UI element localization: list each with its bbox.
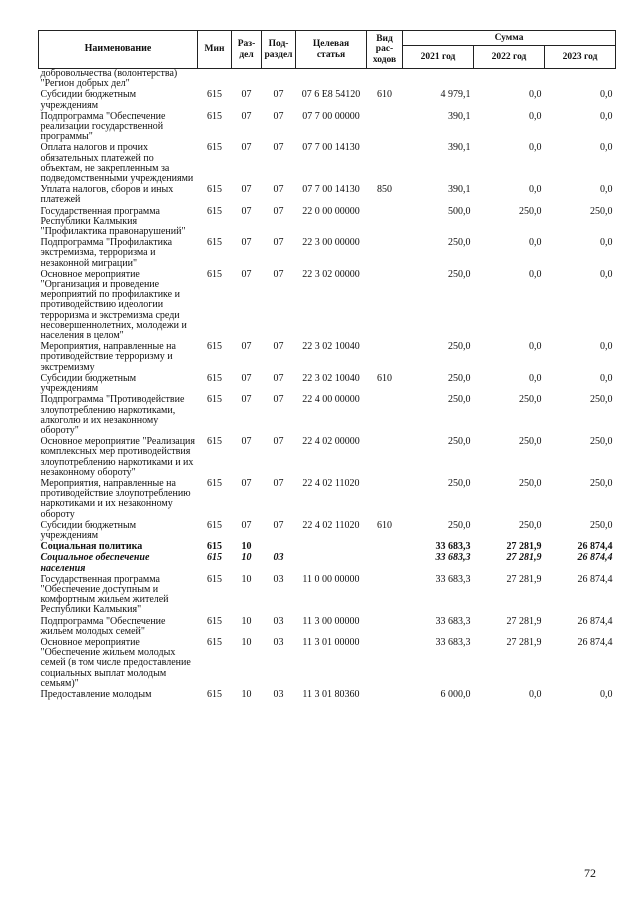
cell-vid-raskhodov	[367, 542, 403, 553]
cell-razdel: 10	[241, 688, 252, 700]
cell-sum-2023: 250,0	[590, 436, 613, 448]
cell-sum-2023: 0,0	[600, 372, 613, 384]
cell-celevaya-statya: 22 4 02 00000	[302, 436, 360, 448]
header-name: Наименование	[39, 31, 198, 69]
table-body	[39, 69, 616, 702]
cell-sum-2021: 250,0	[448, 394, 471, 406]
header-vid-raskhodov: Вид рас- ходов	[367, 31, 403, 69]
header-year-2022: 2022 год	[474, 46, 545, 69]
cell-sum-2021: 33 683,3	[435, 615, 471, 627]
cell-podrazdel: 07	[273, 237, 284, 249]
cell-podrazdel: 07	[273, 184, 284, 196]
cell-min: 615	[207, 205, 222, 217]
cell-razdel: 07	[241, 237, 252, 249]
cell-sum-2022: 250,0	[519, 205, 542, 217]
cell-celevaya-statya: 22 4 02 11020	[302, 519, 360, 531]
table-row	[39, 342, 616, 374]
cell-podrazdel: 07	[273, 394, 284, 406]
budget-document-page	[38, 30, 615, 880]
cell-razdel: 07	[241, 436, 252, 448]
header-summa: Сумма	[403, 31, 616, 46]
cell-name: Государственная программа "Обеспечение доступным и комфортным жильем жителей Республики Калмыкия"	[40, 573, 169, 616]
cell-vid-raskhodov	[367, 437, 403, 479]
cell-min: 615	[207, 573, 222, 585]
cell-min: 615	[207, 552, 222, 564]
cell-sum-2022: 0,0	[529, 341, 542, 353]
cell-podrazdel: 07	[273, 268, 284, 280]
cell-sum-2021: 33 683,3	[435, 541, 471, 553]
cell-sum-2022: 250,0	[519, 436, 542, 448]
cell-sum-2021: 250,0	[448, 436, 471, 448]
cell-sum-2022: 27 281,9	[506, 552, 542, 564]
cell-celevaya-statya: 22 3 00 00000	[302, 237, 360, 249]
cell-vid-raskhodov	[367, 575, 403, 617]
cell-min: 615	[207, 184, 222, 196]
cell-sum-2022: 0,0	[529, 268, 542, 280]
cell-sum-2021: 6 000,0	[440, 688, 471, 700]
header-podrazdel: Под- раздел	[262, 31, 296, 69]
cell-podrazdel: 07	[273, 142, 284, 154]
cell-sum-2023: 250,0	[590, 477, 613, 489]
cell-sum-2023: 0,0	[600, 89, 613, 101]
table-row	[39, 617, 616, 638]
table-row	[39, 521, 616, 542]
cell-vid-raskhodov	[367, 342, 403, 374]
cell-sum-2022: 27 281,9	[506, 615, 542, 627]
cell-min: 615	[207, 519, 222, 531]
cell-min: 615	[207, 142, 222, 154]
cell-min: 615	[207, 436, 222, 448]
cell-sum-2022: 250,0	[519, 519, 542, 531]
cell-sum-2021: 250,0	[448, 341, 471, 353]
cell-min: 615	[207, 688, 222, 700]
cell-sum-2023: 26 874,4	[577, 636, 613, 648]
cell-sum-2021: 390,1	[448, 110, 471, 122]
cell-podrazdel: 07	[273, 519, 284, 531]
cell-name: Субсидии бюджетным учреждениям	[40, 89, 137, 111]
cell-podrazdel: 03	[273, 552, 284, 564]
cell-sum-2021: 4 979,1	[440, 89, 471, 101]
cell-celevaya-statya: 07 7 00 00000	[302, 110, 360, 122]
cell-sum-2022: 250,0	[519, 394, 542, 406]
cell-sum-2022: 27 281,9	[506, 541, 542, 553]
cell-min: 615	[207, 636, 222, 648]
cell-celevaya-statya: 11 3 01 80360	[302, 688, 360, 700]
cell-sum-2022	[474, 69, 545, 91]
cell-sum-2021: 390,1	[448, 142, 471, 154]
table-row	[39, 575, 616, 617]
cell-min: 615	[207, 372, 222, 384]
cell-sum-2022: 0,0	[529, 688, 542, 700]
cell-name: Предоставление молодым	[40, 688, 152, 700]
cell-sum-2022: 0,0	[529, 237, 542, 249]
cell-razdel: 07	[241, 184, 252, 196]
table-row	[39, 185, 616, 206]
cell-celevaya-statya	[296, 553, 367, 574]
cell-sum-2023: 26 874,4	[577, 541, 613, 553]
cell-razdel: 07	[241, 110, 252, 122]
cell-vid-raskhodov	[367, 395, 403, 437]
cell-podrazdel: 07	[273, 110, 284, 122]
cell-sum-2023	[545, 69, 616, 91]
cell-sum-2022: 27 281,9	[506, 573, 542, 585]
cell-podrazdel: 03	[273, 636, 284, 648]
cell-razdel: 07	[241, 268, 252, 280]
cell-sum-2022: 27 281,9	[506, 636, 542, 648]
cell-sum-2023: 0,0	[600, 688, 613, 700]
cell-vid-raskhodov	[367, 690, 403, 701]
cell-sum-2023: 0,0	[600, 341, 613, 353]
cell-name: Социальное обеспечение населения	[40, 552, 150, 574]
cell-razdel: 07	[241, 142, 252, 154]
cell-vid-raskhodov	[367, 617, 403, 638]
cell-celevaya-statya: 07 7 00 14130	[302, 142, 360, 154]
cell-sum-2022: 0,0	[529, 142, 542, 154]
cell-celevaya-statya: 22 3 02 00000	[302, 268, 360, 280]
cell-min	[198, 69, 232, 91]
header-min: Мин	[198, 31, 232, 69]
cell-sum-2023: 26 874,4	[577, 573, 613, 585]
cell-celevaya-statya	[296, 542, 367, 553]
cell-celevaya-statya: 22 4 02 11020	[302, 477, 360, 489]
cell-sum-2021: 250,0	[448, 519, 471, 531]
cell-name: Субсидии бюджетным учреждениям	[40, 372, 137, 395]
cell-min: 615	[207, 477, 222, 489]
table-row	[39, 437, 616, 479]
table-row	[39, 638, 616, 690]
header-year-2021: 2021 год	[403, 46, 474, 69]
cell-razdel: 07	[241, 477, 252, 489]
cell-name: Основное мероприятие "Обеспечение жильем молодых семей (в том числе предоставление социальных выплат молодым семьям)"	[40, 636, 191, 689]
table-row	[39, 690, 616, 701]
cell-min: 615	[207, 394, 222, 406]
cell-sum-2021	[403, 69, 474, 91]
cell-vid-raskhodov	[367, 207, 403, 239]
cell-vid-raskhodov	[367, 479, 403, 521]
cell-min: 615	[207, 110, 222, 122]
cell-name: Подпрограмма "Обеспечение реализации государственной программы"	[40, 110, 166, 143]
table-row	[39, 270, 616, 342]
cell-vid-raskhodov	[367, 112, 403, 144]
page-number: 72	[584, 866, 596, 880]
header-razdel: Раз- дел	[232, 31, 262, 69]
cell-min: 615	[207, 89, 222, 101]
cell-podrazdel: 07	[273, 436, 284, 448]
cell-name: Социальная политика	[40, 541, 143, 553]
cell-sum-2022: 0,0	[529, 89, 542, 101]
cell-celevaya-statya: 11 3 00 00000	[302, 615, 360, 627]
cell-podrazdel: 07	[273, 89, 284, 101]
cell-razdel: 07	[241, 372, 252, 384]
cell-sum-2022: 250,0	[519, 477, 542, 489]
cell-razdel: 07	[241, 205, 252, 217]
table-row	[39, 207, 616, 239]
cell-sum-2023: 26 874,4	[577, 615, 613, 627]
cell-razdel: 07	[241, 519, 252, 531]
cell-sum-2022: 0,0	[529, 184, 542, 196]
cell-name: Подпрограмма "Обеспечение жильем молодых семей"	[40, 615, 166, 637]
cell-podrazdel: 07	[273, 205, 284, 217]
cell-sum-2021: 33 683,3	[435, 552, 471, 564]
cell-name: Мероприятия, направленные на противодействие терроризму и экстремизму	[40, 341, 176, 373]
cell-sum-2023: 250,0	[590, 519, 613, 531]
cell-vid-raskhodov	[367, 143, 403, 185]
cell-sum-2023: 26 874,4	[577, 552, 613, 564]
cell-sum-2023: 0,0	[600, 142, 613, 154]
cell-celevaya-statya: 22 3 02 10040	[302, 372, 360, 384]
cell-min: 615	[207, 237, 222, 249]
cell-name: добровольчества (волонтерства) "Регион добрых дел"	[40, 68, 178, 90]
cell-razdel: 07	[241, 89, 252, 101]
cell-sum-2021: 250,0	[448, 372, 471, 384]
cell-razdel: 10	[241, 552, 252, 564]
cell-name: Мероприятия, направленные на противодействие злоупотреблению наркотиками и их незаконному обороту	[40, 477, 191, 520]
cell-min: 615	[207, 541, 222, 553]
cell-vid-raskhodov	[367, 638, 403, 690]
cell-min: 615	[207, 615, 222, 627]
cell-name: Уплата налогов, сборов и иных платежей	[40, 184, 174, 206]
table-row	[39, 69, 616, 91]
cell-name: Субсидии бюджетным учреждениям	[40, 519, 137, 541]
cell-sum-2021: 250,0	[448, 268, 471, 280]
cell-podrazdel: 03	[273, 688, 284, 700]
cell-sum-2021: 250,0	[448, 237, 471, 249]
cell-sum-2023: 0,0	[600, 268, 613, 280]
budget-table	[38, 30, 616, 701]
cell-razdel: 10	[241, 573, 252, 585]
cell-razdel: 07	[241, 394, 252, 406]
cell-razdel: 10	[241, 615, 252, 627]
cell-vid-raskhodov	[367, 270, 403, 342]
cell-podrazdel	[262, 69, 296, 91]
cell-vid-raskhodov: 610	[377, 519, 392, 531]
cell-sum-2021: 33 683,3	[435, 636, 471, 648]
cell-sum-2023: 0,0	[600, 237, 613, 249]
cell-sum-2022: 0,0	[529, 110, 542, 122]
cell-podrazdel: 07	[273, 372, 284, 384]
table-row	[39, 238, 616, 270]
cell-sum-2023: 250,0	[590, 205, 613, 217]
cell-vid-raskhodov: 610	[377, 89, 392, 101]
cell-podrazdel: 03	[273, 573, 284, 585]
cell-sum-2023: 250,0	[590, 394, 613, 406]
cell-sum-2021: 33 683,3	[435, 573, 471, 585]
cell-celevaya-statya: 22 0 00 00000	[302, 205, 360, 217]
cell-podrazdel: 07	[273, 477, 284, 489]
cell-celevaya-statya: 11 0 00 00000	[302, 573, 360, 585]
cell-name: Подпрограмма "Противодействие злоупотреблению наркотиками, алкоголю и их незаконному обороту"	[40, 394, 185, 436]
cell-name: Основное мероприятие "Реализация комплексных мер противодействия злоупотреблению наркотиками и их незаконному обороту"	[40, 436, 196, 478]
cell-vid-raskhodov	[367, 69, 403, 91]
cell-razdel: 10	[241, 541, 252, 553]
cell-celevaya-statya: 11 3 01 00000	[302, 636, 360, 648]
table-row	[39, 553, 616, 574]
cell-sum-2023: 0,0	[600, 184, 613, 196]
cell-name: Основное мероприятие "Организация и проведение мероприятий по профилактике и противодействию идеологии терроризма и экстремизма среди несовершеннолетних, молодежи и населения в целом"	[40, 268, 187, 342]
header-celevaya-statya: Целевая статья	[296, 31, 367, 69]
table-header	[39, 31, 616, 69]
cell-vid-raskhodov	[367, 553, 403, 574]
cell-razdel: 07	[241, 341, 252, 353]
cell-sum-2021: 390,1	[448, 184, 471, 196]
cell-min: 615	[207, 268, 222, 280]
cell-name: Государственная программа Республики Калмыкия "Профилактика правонарушений"	[40, 205, 186, 238]
cell-sum-2022: 0,0	[529, 372, 542, 384]
table-row	[39, 143, 616, 185]
table-row	[39, 374, 616, 395]
cell-celevaya-statya: 22 3 02 10040	[302, 341, 360, 353]
cell-celevaya-statya: 22 4 00 00000	[302, 394, 360, 406]
table-row	[39, 395, 616, 437]
cell-podrazdel: 03	[273, 615, 284, 627]
cell-celevaya-statya: 07 7 00 14130	[302, 184, 360, 196]
table-row	[39, 90, 616, 111]
cell-vid-raskhodov: 850	[377, 184, 392, 196]
table-row	[39, 479, 616, 521]
cell-name: Оплата налогов и прочих обязательных платежей по объектам, не закрепленным за подведомственными учреждениями	[40, 142, 194, 185]
cell-podrazdel: 07	[273, 341, 284, 353]
cell-vid-raskhodov	[367, 238, 403, 270]
cell-sum-2023: 0,0	[600, 110, 613, 122]
cell-name: Подпрограмма "Профилактика экстремизма, терроризма и незаконной миграции"	[40, 237, 173, 269]
cell-celevaya-statya: 07 6 E8 54120	[301, 89, 361, 101]
cell-sum-2021: 500,0	[448, 205, 471, 217]
cell-min: 615	[207, 341, 222, 353]
cell-vid-raskhodov: 610	[377, 372, 392, 384]
cell-razdel	[232, 69, 262, 91]
cell-razdel: 10	[241, 636, 252, 648]
table-row	[39, 112, 616, 144]
cell-celevaya-statya	[296, 69, 367, 91]
cell-sum-2021: 250,0	[448, 477, 471, 489]
header-year-2023: 2023 год	[545, 46, 616, 69]
